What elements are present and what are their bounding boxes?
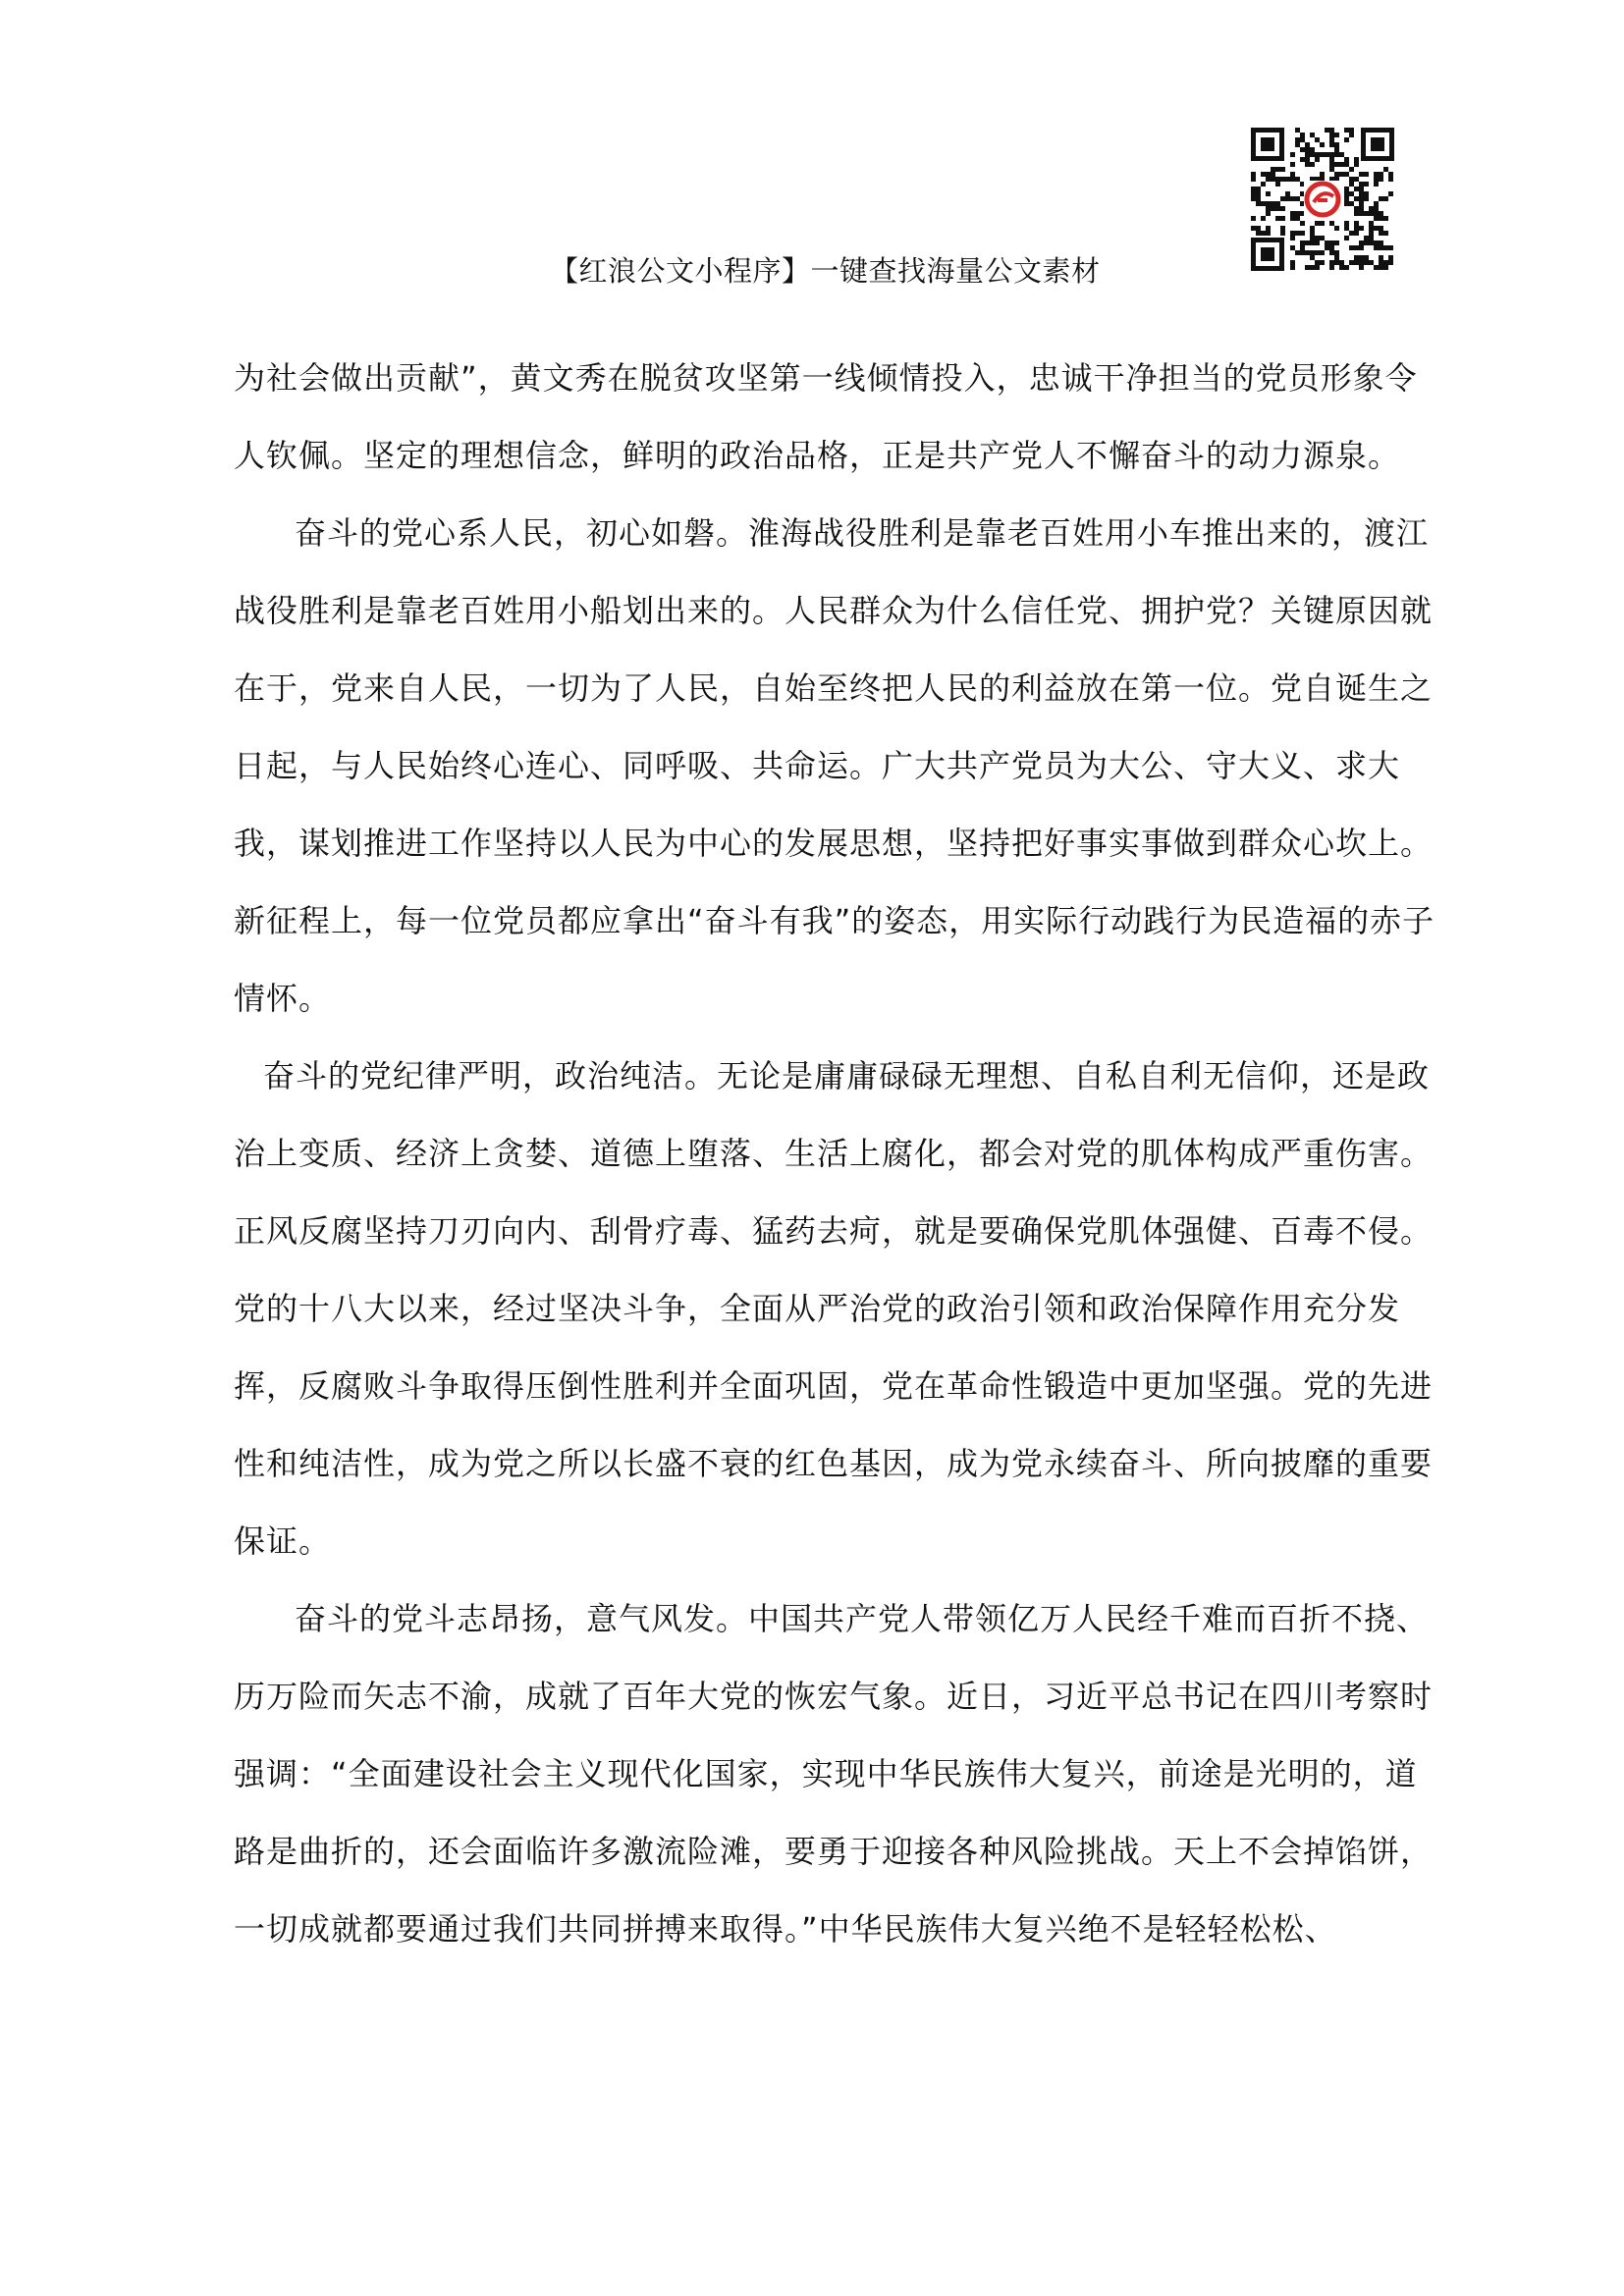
paragraph-continuation: 为社会做出贡献”，黄文秀在脱贫攻坚第一线倾情投入，忠诚干净担当的党员形象令人钦佩。坚定的理想信念，鲜明的政治品格，正是共产党人不懈奋斗的动力源泉。: [234, 359, 1418, 474]
paragraph-discipline: 奋斗的党纪律严明，政治纯洁。无论是庸庸碌碌无理想、自私自利无信仰，还是政治上变质、经济上贪婪、道德上堕落、生活上腐化，都会对党的肌体构成严重伤害。正风反腐坚持刀刃向内、刮骨疗毒、猛药去疴，就是要确保党肌体强健、百毒不侵。党的十八大以来，经过坚决斗争，全面从严治党的政治引领和政治保障作用充分发挥，反腐败斗争取得压倒性胜利并全面巩固，党在革命性锻造中更加坚强。党的先进性和纯洁性，成为党之所以长盛不衰的红色基因，成为党永续奋斗、所向披靡的重要保证。: [234, 1057, 1434, 1560]
qr-code-icon[interactable]: [1249, 126, 1396, 273]
article-body: [234, 340, 1446, 1968]
header-banner: 【红浪公文小程序】一键查找海量公文素材: [550, 254, 1101, 288]
paragraph-people: 奋斗的党心系人民，初心如磐。淮海战役胜利是靠老百姓用小车推出来的，渡江战役胜利是靠老百姓用小船划出来的。人民群众为什么信任党、拥护党？关键原因就在于，党来自人民，一切为了人民，自始至终把人民的利益放在第一位。党自诞生之日起，与人民始终心连心、同呼吸、共命运。广大共产党员为大公、守大义、求大我，谋划推进工作坚持以人民为中心的发展思想，坚持把好事实事做到群众心坎上。新征程上，每一位党员都应拿出“奋斗有我”的姿态，用实际行动践行为民造福的赤子情怀。: [234, 514, 1435, 1017]
paragraph-spirit: 奋斗的党斗志昂扬，意气风发。中国共产党人带领亿万人民经千难而百折不挠、历万险而矢志不渝，成就了百年大党的恢宏气象。近日，习近平总书记在四川考察时强调：“全面建设社会主义现代化国家，实现中华民族伟大复兴，前途是光明的，道路是曲折的，还会面临许多激流险滩，要勇于迎接各种风险挑战。天上不会掉馅饼，一切成就都要通过我们共同拼搏来取得。”中华民族伟大复兴绝不是轻轻松松、: [234, 1600, 1434, 1948]
